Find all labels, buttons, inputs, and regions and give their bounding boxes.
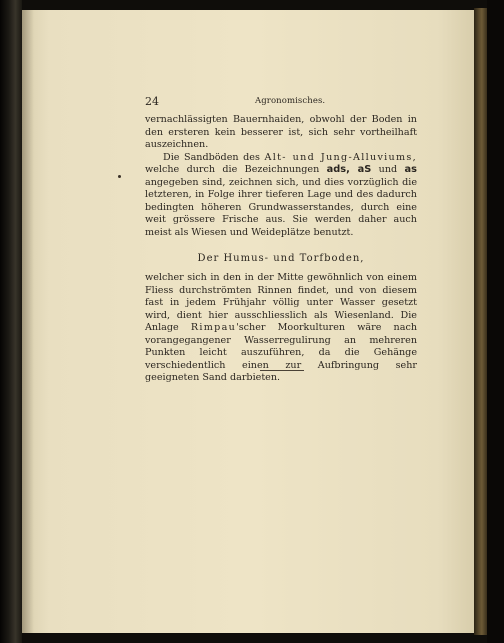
paragraph-3: [145, 272, 417, 385]
page-edge-strip: [474, 8, 487, 635]
paragraph-2-rest: angegeben sind, zeichnen sich, und dies vorzüglich die letzteren, in Folge ihrer tieferen Lage und des dadurch bedingten höheren Grundwasserstandes, durch eine weit grössere Frische aus. Sie werden daher auch meist als Wiesen und Weideplätze benutzt.: [145, 176, 417, 238]
person-name: Rimpau: [190, 322, 237, 333]
paragraph-2-term: Alt- und Jung-Alluviums,: [264, 151, 417, 163]
map-code-2: S: [364, 164, 372, 175]
paragraph-2-mid: und: [378, 164, 398, 175]
paragraph-2-lead: Die Sandböden des: [163, 151, 260, 163]
map-code-1: ads, a: [326, 164, 365, 175]
paragraph-3-part-2: 'scher Moorkulturen wäre nach vorangegangener Wasserregulirung an mehreren Punkten leicht auszuführen, da die Gehänge verschiedentlich einen zur Aufbringung sehr geeigneten Sand darbieten.: [145, 322, 417, 383]
paragraph-2: [145, 152, 417, 240]
page-gutter-shadow: [22, 10, 34, 633]
running-head: Agronomisches.: [255, 96, 326, 106]
section-heading: Der Humus- und Torfboden,: [197, 253, 365, 264]
paragraph-3-part-1: welcher sich in den in der Mitte gewöhnlich von einem Fliess durchströmten Rinnen findet, und von diesem fast in jedem Frühjahr völlig unter Wasser gesetzt wird, dient hier ausschliesslich als Wiesenland. Die Anlage: [145, 272, 417, 333]
page-number: 24: [145, 95, 159, 108]
background-edge: [487, 0, 504, 643]
page-header: [145, 95, 417, 109]
book-spine-shadow: [0, 0, 22, 643]
end-rule: [260, 370, 304, 371]
paragraph-1: vernachlässigten Bauernhaiden, obwohl der Boden in den ersteren kein besserer ist, sich sehr vortheilhaft auszeichnen.: [145, 114, 417, 150]
map-code-3: as: [404, 164, 417, 175]
paragraph-2-after-term: welche durch die Bezeichnungen: [145, 164, 320, 175]
margin-dot: [118, 175, 121, 178]
page-text-block: [145, 95, 417, 385]
